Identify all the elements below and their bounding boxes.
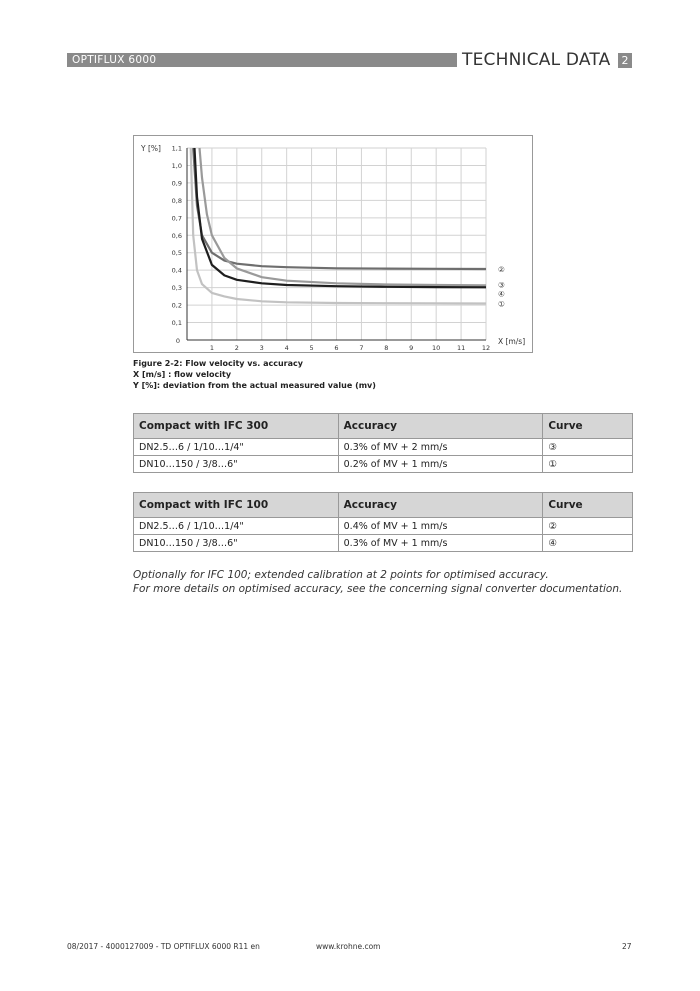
table-header-row bbox=[134, 493, 633, 518]
series-label: ② bbox=[498, 264, 505, 274]
x-tick-label: 10 bbox=[432, 344, 441, 352]
header-curve: Curve bbox=[543, 414, 633, 439]
calibration-note bbox=[133, 568, 622, 596]
x-tick-label: 5 bbox=[309, 344, 314, 352]
series-label: ① bbox=[498, 299, 505, 309]
caption-y-axis: Y [%]: deviation from the actual measured value (mv) bbox=[133, 381, 376, 390]
y-axis-label: Y [%] bbox=[141, 144, 161, 153]
cell-size: DN2.5…6 / 1/10…1/4" bbox=[134, 439, 339, 456]
series-label: ④ bbox=[498, 289, 505, 299]
section-title: TECHNICAL DATA bbox=[462, 50, 611, 70]
x-tick-label: 1 bbox=[209, 344, 214, 352]
x-axis-label: X [m/s] bbox=[498, 337, 526, 346]
y-tick-label: 0,2 bbox=[171, 301, 182, 310]
table-row bbox=[134, 456, 633, 473]
cell-accuracy: 0.2% of MV + 1 mm/s bbox=[338, 456, 543, 473]
note-line-1: Optionally for IFC 100; extended calibration at 2 points for optimised accuracy. bbox=[133, 569, 549, 581]
x-tick-label: 12 bbox=[481, 344, 491, 352]
section-number-badge: 2 bbox=[618, 53, 632, 68]
header-product: Compact with IFC 300 bbox=[134, 414, 339, 439]
series-label: ③ bbox=[498, 280, 505, 290]
accuracy-chart bbox=[133, 135, 533, 353]
y-tick-label: 0,3 bbox=[171, 284, 182, 293]
y-tick-label: 0,6 bbox=[171, 231, 182, 240]
y-tick-label: 0,9 bbox=[171, 179, 182, 188]
cell-accuracy: 0.3% of MV + 2 mm/s bbox=[338, 439, 543, 456]
x-tick-label: 9 bbox=[409, 344, 414, 352]
table-row bbox=[134, 518, 633, 535]
y-tick-label: 1,0 bbox=[171, 161, 182, 170]
x-tick-label: 3 bbox=[259, 344, 264, 352]
y-tick-label: 0,4 bbox=[171, 266, 182, 275]
cell-size: DN10…150 / 3/8…6" bbox=[134, 535, 339, 552]
header-accuracy: Accuracy bbox=[338, 414, 543, 439]
table-row bbox=[134, 535, 633, 552]
x-tick-label: 4 bbox=[284, 344, 289, 352]
y-tick-label: 0,7 bbox=[171, 214, 182, 223]
footer-doc-info: 08/2017 - 4000127009 - TD OPTIFLUX 6000 R11 en bbox=[67, 942, 260, 951]
note-line-2: For more details on optimised accuracy, see the concerning signal converter documentation. bbox=[133, 583, 623, 595]
cell-curve: ④ bbox=[543, 535, 633, 552]
footer-page-number: 27 bbox=[622, 942, 632, 951]
caption-x-axis: X [m/s] : flow velocity bbox=[133, 370, 232, 379]
y-tick-label: 0,8 bbox=[171, 196, 182, 205]
cell-curve: ② bbox=[543, 518, 633, 535]
y-tick-label: 0,1 bbox=[171, 319, 182, 328]
footer-website[interactable]: www.krohne.com bbox=[316, 942, 381, 951]
x-tick-label: 2 bbox=[234, 344, 239, 352]
cell-accuracy: 0.3% of MV + 1 mm/s bbox=[338, 535, 543, 552]
header-curve: Curve bbox=[543, 493, 633, 518]
x-tick-label: 8 bbox=[384, 344, 389, 352]
cell-accuracy: 0.4% of MV + 1 mm/s bbox=[338, 518, 543, 535]
cell-curve: ① bbox=[543, 456, 633, 473]
y-tick-label: 0,5 bbox=[171, 249, 182, 258]
x-tick-label: 6 bbox=[334, 344, 339, 352]
figure-caption bbox=[133, 358, 376, 391]
origin-label: 0 bbox=[175, 337, 180, 345]
table-ifc100 bbox=[133, 492, 633, 552]
table-header-row bbox=[134, 414, 633, 439]
cell-size: DN10…150 / 3/8…6" bbox=[134, 456, 339, 473]
x-tick-label: 11 bbox=[456, 344, 466, 352]
header-accuracy: Accuracy bbox=[338, 493, 543, 518]
product-name: OPTIFLUX 6000 bbox=[72, 54, 157, 66]
cell-curve: ③ bbox=[543, 439, 633, 456]
cell-size: DN2.5…6 / 1/10…1/4" bbox=[134, 518, 339, 535]
table-ifc300 bbox=[133, 413, 633, 473]
y-tick-label: 1,1 bbox=[171, 144, 182, 153]
x-tick-label: 7 bbox=[359, 344, 364, 352]
table-row bbox=[134, 439, 633, 456]
header-product: Compact with IFC 100 bbox=[134, 493, 339, 518]
caption-title: Figure 2-2: Flow velocity vs. accuracy bbox=[133, 359, 303, 368]
